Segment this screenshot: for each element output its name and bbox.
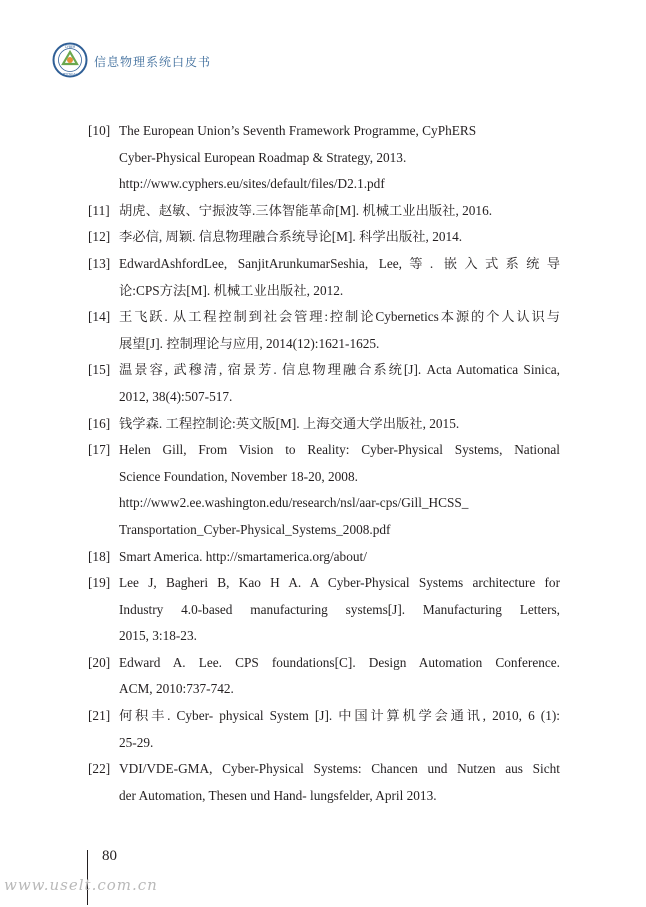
page-header bbox=[52, 42, 352, 82]
reference-number: [19] bbox=[88, 575, 111, 591]
page-number: 80 bbox=[102, 848, 117, 864]
reference-entry bbox=[88, 251, 560, 304]
logo-text-top: CYBER bbox=[64, 45, 76, 49]
reference-entry bbox=[88, 570, 560, 650]
site-watermark: www.uselt.com.cn bbox=[4, 876, 158, 894]
reference-entry bbox=[88, 118, 560, 198]
reference-text-line: 展望[J]. 控制理论与应用, 2014(12):1621-1625. bbox=[119, 335, 380, 351]
reference-entry bbox=[88, 703, 560, 756]
reference-entry bbox=[88, 437, 560, 543]
reference-text-line: ACM, 2010:737-742. bbox=[119, 681, 234, 697]
reference-text-line: 2015, 3:18-23. bbox=[119, 628, 197, 644]
reference-entry bbox=[88, 224, 560, 251]
reference-text-line: Cyber-Physical European Roadmap & Strategy, 2013. bbox=[119, 149, 407, 165]
reference-text-line: http://www2.ee.washington.edu/research/nsl/aar-cps/Gill_HCSS_ bbox=[119, 495, 469, 511]
reference-text-line: Lee J, Bagheri B, Kao H A. A Cyber-Physical Systems architecture for bbox=[119, 575, 560, 591]
reference-entry bbox=[88, 650, 560, 703]
reference-number: [16] bbox=[88, 415, 111, 431]
reference-text-line: The European Union’s Seventh Framework Programme, CyPhERS bbox=[119, 123, 477, 138]
reference-number: [21] bbox=[88, 708, 111, 724]
reference-entry bbox=[88, 756, 560, 809]
reference-text-line: der Automation, Thesen und Hand- lungsfelder, April 2013. bbox=[119, 787, 437, 803]
reference-text-line: Edward A. Lee. CPS foundations[C]. Design Automation Conference. bbox=[119, 654, 560, 670]
reference-text-line: 2012, 38(4):507-517. bbox=[119, 388, 233, 404]
reference-text-line: EdwardAshfordLee, SanjitArunkumarSeshia, Lee,等. 嵌入式系统导 bbox=[119, 255, 560, 271]
reference-text-line: 王飞跃. 从工程控制到社会管理:控制论Cybernetics本源的个人认识与 bbox=[119, 309, 560, 325]
reference-text-line: 何积丰. Cyber- physical System [J]. 中国计算机学会通讯, 2010, 6 (1): bbox=[119, 708, 560, 724]
cps-logo-icon bbox=[52, 42, 88, 78]
reference-entry bbox=[88, 357, 560, 410]
reference-number: [17] bbox=[88, 442, 111, 458]
logo-text-bottom: PHYSICAL bbox=[62, 72, 78, 76]
reference-text-line: Transportation_Cyber-Physical_Systems_2008.pdf bbox=[119, 521, 391, 537]
reference-number: [13] bbox=[88, 255, 111, 271]
reference-number: [10] bbox=[88, 123, 111, 138]
reference-list bbox=[88, 118, 560, 809]
reference-number: [22] bbox=[88, 761, 111, 777]
reference-number: [15] bbox=[88, 362, 111, 378]
reference-text-line: Industry 4.0-based manufacturing systems[J]. Manufacturing Letters, bbox=[119, 601, 560, 617]
reference-text-line: Helen Gill, From Vision to Reality: Cyber-Physical Systems, National bbox=[119, 442, 560, 458]
reference-number: [20] bbox=[88, 654, 111, 670]
reference-number: [14] bbox=[88, 309, 111, 325]
reference-text-line: Science Foundation, November 18-20, 2008. bbox=[119, 468, 358, 484]
reference-number: [12] bbox=[88, 229, 111, 245]
reference-number: [18] bbox=[88, 548, 111, 564]
reference-text-line: 论:CPS方法[M]. 机械工业出版社, 2012. bbox=[119, 282, 344, 298]
reference-entry bbox=[88, 304, 560, 357]
reference-text-line: VDI/VDE-GMA, Cyber-Physical Systems: Chancen und Nutzen aus Sicht bbox=[119, 761, 560, 777]
reference-entry bbox=[88, 544, 560, 571]
reference-entry bbox=[88, 411, 560, 438]
reference-text-line: 胡虎、赵敏、宁振波等.三体智能革命[M]. 机械工业出版社, 2016. bbox=[119, 202, 493, 218]
reference-entry bbox=[88, 198, 560, 225]
reference-text-line: 李必信, 周颖. 信息物理融合系统导论[M]. 科学出版社, 2014. bbox=[119, 229, 463, 245]
reference-number: [11] bbox=[88, 202, 110, 218]
reference-text-line: 温景容, 武穆清, 宿景芳. 信息物理融合系统[J]. Acta Automatica Sinica, bbox=[119, 362, 560, 378]
reference-text-line: Smart America. http://smartamerica.org/about/ bbox=[119, 548, 367, 564]
running-header-title: 信息物理系统白皮书 bbox=[94, 55, 212, 69]
reference-text-line: http://www.cyphers.eu/sites/default/files/D2.1.pdf bbox=[119, 176, 385, 192]
reference-text-line: 25-29. bbox=[119, 734, 154, 750]
reference-text-line: 钱学森. 工程控制论:英文版[M]. 上海交通大学出版社, 2015. bbox=[119, 415, 460, 431]
